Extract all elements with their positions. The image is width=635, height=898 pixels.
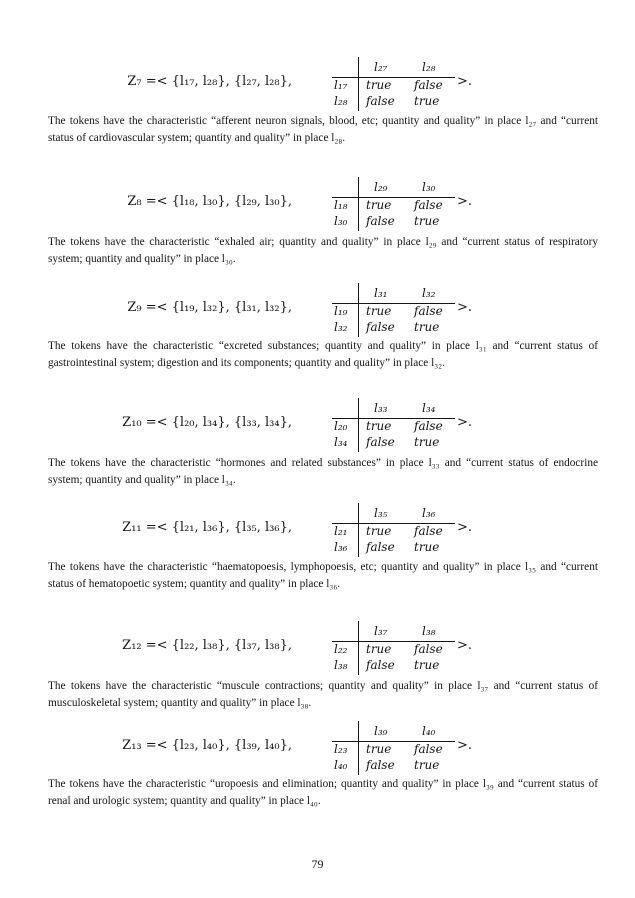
description-paragraph: The tokens have the characteristic “afferent neuron signals, blood, etc; quantity and quality” in place l₂₇ and “current status of cardiovascular system; quantity and quality” in place l₂₈. (48, 115, 598, 144)
matrix-col-header: l₄₀ (422, 724, 436, 738)
matrix-cell: false (414, 642, 443, 656)
matrix-vertical-rule (358, 177, 359, 231)
transition-formula (0, 397, 635, 453)
description-paragraph: The tokens have the characteristic “hormones and related substances” in place l₃₃ and “current status of endocrine system; quantity and quality” in place l₃₄. (48, 457, 598, 486)
description-paragraph: The tokens have the characteristic “haematopoesis, lymphopoesis, etc; quantity and quality” in place l₃₅ and “current status of hematopoetic system; quantity and quality” in place l₃₆. (48, 561, 598, 590)
matrix-cell: false (366, 435, 395, 449)
formula-lhs: Z₁₂ =< {l₂₂, l₃₈}, {l₃₇, l₃₈}, (122, 638, 292, 653)
matrix-vertical-rule (358, 503, 359, 557)
matrix-row-header: l₂₃ (334, 742, 348, 756)
matrix-cell: true (414, 320, 440, 334)
matrix-cell: false (366, 94, 395, 108)
transition-formula (0, 56, 635, 112)
matrix-row-header: l₁₉ (334, 304, 348, 318)
transition-formula (0, 502, 635, 558)
description-paragraph: The tokens have the characteristic “uropoesis and elimination; quantity and quality” in place l₃₉ and “current status of renal and urologic system; quantity and quality” in place l₄₀. (48, 778, 598, 807)
matrix-cell: true (366, 419, 392, 433)
formula-lhs: Z₁₀ =< {l₂₀, l₃₄}, {l₃₃, l₃₄}, (122, 415, 292, 430)
transition-formula (0, 176, 635, 232)
matrix-cell: true (414, 435, 440, 449)
matrix-col-header: l₃₆ (422, 506, 436, 520)
formula-close: >. (457, 638, 473, 653)
matrix-row-header: l₃₀ (334, 214, 348, 228)
transition-formula (0, 282, 635, 338)
matrix-vertical-rule (358, 621, 359, 675)
matrix-col-header: l₃₀ (422, 180, 436, 194)
matrix-row-header: l₂₈ (334, 94, 348, 108)
matrix-cell: false (366, 214, 395, 228)
transition-block (0, 502, 635, 558)
matrix-cell: true (366, 524, 392, 538)
matrix-cell: false (414, 419, 443, 433)
formula-close: >. (457, 415, 473, 430)
formula-close: >. (457, 74, 473, 89)
matrix-cell: false (414, 742, 443, 756)
formula-lhs: Z₁₃ =< {l₂₃, l₄₀}, {l₃₉, l₄₀}, (122, 738, 292, 753)
matrix-cell: false (414, 198, 443, 212)
description-paragraph: The tokens have the characteristic “excreted substances; quantity and quality” in place l₃₁ and “current status of gastrointestinal system; digestion and its components; quantity and quality” in place l₃₂. (48, 340, 598, 369)
transition-block (0, 397, 635, 453)
description-paragraph: The tokens have the characteristic “muscule contractions; quantity and quality” in place l₃₇ and “current status of musculoskeletal system; quantity and quality” in place l₃₈. (48, 680, 598, 709)
index-matrix (296, 397, 481, 453)
matrix-row-header: l₃₄ (334, 435, 348, 449)
matrix-col-header: l₂₇ (374, 60, 388, 74)
matrix-cell: true (366, 198, 392, 212)
matrix-cell: false (414, 78, 443, 92)
matrix-cell: true (366, 78, 392, 92)
formula-close: >. (457, 520, 473, 535)
matrix-vertical-rule (358, 721, 359, 775)
matrix-row-header: l₂₂ (334, 642, 348, 656)
formula-lhs: Z₈ =< {l₁₈, l₃₀}, {l₂₉, l₃₀}, (127, 194, 292, 209)
matrix-row-header: l₄₀ (334, 758, 348, 772)
matrix-col-header: l₃₃ (374, 401, 388, 415)
matrix-row-header: l₁₈ (334, 198, 348, 212)
formula-lhs: Z₉ =< {l₁₉, l₃₂}, {l₃₁, l₃₂}, (127, 300, 292, 315)
formula-close: >. (457, 194, 473, 209)
matrix-vertical-rule (358, 283, 359, 337)
matrix-cell: false (366, 658, 395, 672)
transition-block (0, 282, 635, 338)
matrix-cell: true (414, 658, 440, 672)
transition-block (0, 620, 635, 676)
transition-block (0, 720, 635, 776)
matrix-row-header: l₃₂ (334, 320, 348, 334)
transition-formula (0, 620, 635, 676)
matrix-cell: true (414, 94, 440, 108)
matrix-cell: true (366, 304, 392, 318)
matrix-row-header: l₃₆ (334, 540, 348, 554)
matrix-cell: true (414, 758, 440, 772)
matrix-cell: false (414, 304, 443, 318)
description-paragraph: The tokens have the characteristic “exhaled air; quantity and quality” in place l₂₉ and “current status of respiratory system; quantity and quality” in place l₃₀. (48, 236, 598, 265)
matrix-cell: false (366, 540, 395, 554)
page-number: 79 (311, 857, 324, 871)
formula-lhs: Z₇ =< {l₁₇, l₂₈}, {l₂₇, l₂₈}, (127, 74, 292, 89)
matrix-col-header: l₃₇ (374, 624, 388, 638)
matrix-row-header: l₃₈ (334, 658, 348, 672)
matrix-col-header: l₃₁ (374, 286, 388, 300)
matrix-col-header: l₃₉ (374, 724, 388, 738)
matrix-vertical-rule (358, 398, 359, 452)
matrix-col-header: l₂₈ (422, 60, 436, 74)
matrix-cell: true (414, 540, 440, 554)
matrix-cell: false (366, 320, 395, 334)
matrix-cell: false (366, 758, 395, 772)
matrix-col-header: l₂₉ (374, 180, 388, 194)
transition-block (0, 56, 635, 112)
matrix-row-header: l₂₀ (334, 419, 348, 433)
index-matrix (296, 282, 481, 338)
matrix-col-header: l₃₅ (374, 506, 388, 520)
formula-lhs: Z₁₁ =< {l₂₁, l₃₆}, {l₃₅, l₃₆}, (122, 520, 292, 535)
transition-formula (0, 720, 635, 776)
matrix-cell: false (414, 524, 443, 538)
index-matrix (296, 620, 481, 676)
matrix-vertical-rule (358, 57, 359, 111)
index-matrix (296, 502, 481, 558)
formula-close: >. (457, 300, 473, 315)
transition-block (0, 176, 635, 232)
index-matrix (296, 56, 481, 112)
index-matrix (296, 720, 481, 776)
matrix-cell: true (366, 642, 392, 656)
matrix-cell: true (366, 742, 392, 756)
matrix-row-header: l₂₁ (334, 524, 348, 538)
matrix-col-header: l₃₈ (422, 624, 436, 638)
matrix-row-header: l₁₇ (334, 78, 348, 92)
formula-close: >. (457, 738, 473, 753)
matrix-col-header: l₃₂ (422, 286, 436, 300)
matrix-col-header: l₃₄ (422, 401, 436, 415)
matrix-cell: true (414, 214, 440, 228)
index-matrix (296, 176, 481, 232)
